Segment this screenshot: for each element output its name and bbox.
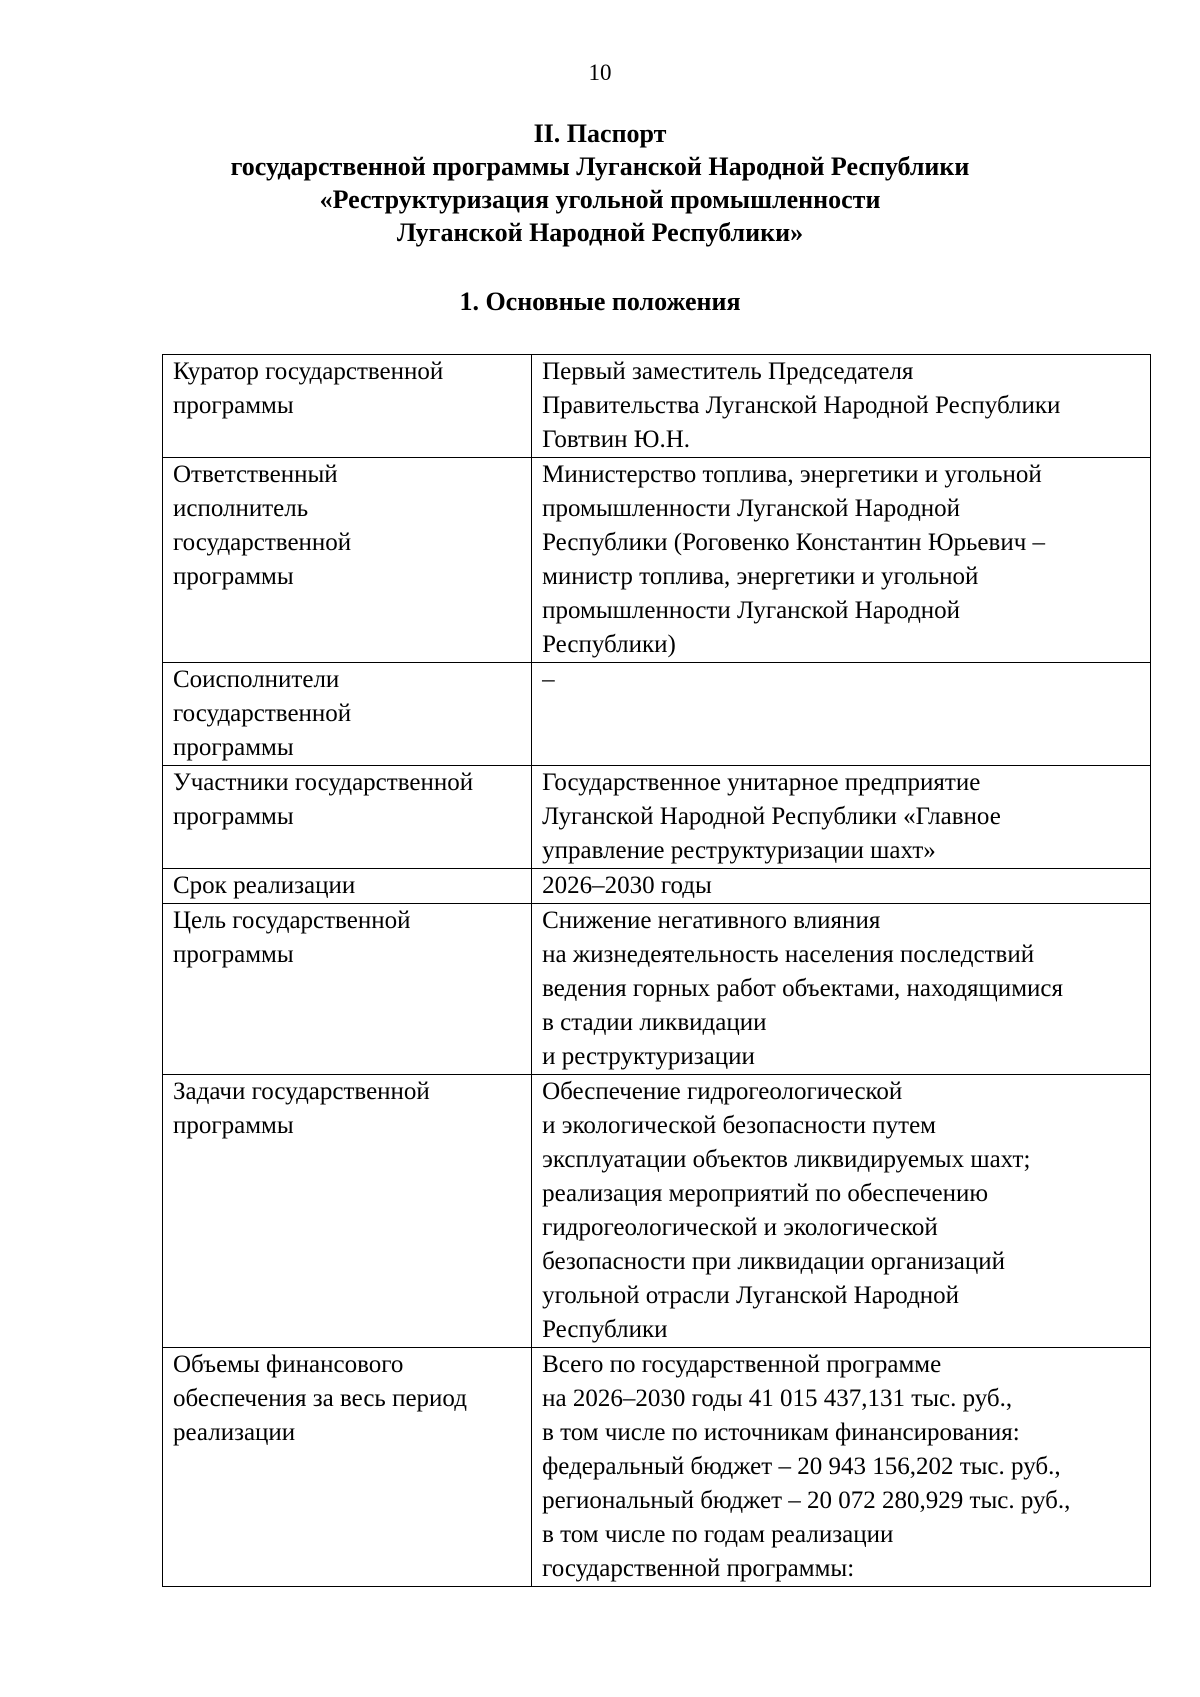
cell-line: Луганской Народной Республики «Главное [542,803,1001,830]
row-label-cell [163,1075,532,1348]
cell-line: министр топлива, энергетики и угольной [542,563,979,590]
table-row [163,1075,1151,1348]
cell-line: Республики) [542,631,676,658]
cell-line: Ответственный [173,461,338,488]
cell-line: программы [173,734,294,761]
cell-line: Республики [542,1316,668,1343]
section-heading: 1. Основные положения [459,287,741,316]
table-row [163,663,1151,766]
cell-line: Срок реализации [173,872,356,899]
row-value-cell [532,663,1151,766]
row-label-cell [163,1348,532,1587]
cell-line: государственной [173,529,352,556]
cell-line: и реструктуризации [542,1043,755,1070]
row-label-cell [163,904,532,1075]
cell-line: промышленности Луганской Народной [542,495,961,522]
cell-line: ведения горных работ объектами, находящимися [542,975,1063,1002]
table-row [163,458,1151,663]
cell-line: Всего по государственной программе [542,1351,942,1378]
cell-line: гидрогеологической и экологической [542,1214,938,1241]
cell-line: в том числе по годам реализации [542,1521,894,1548]
cell-line: Государственное унитарное предприятие [542,769,981,796]
cell-line: реализация мероприятий по обеспечению [542,1180,989,1207]
cell-line: программы [173,1112,294,1139]
cell-line: программы [173,941,294,968]
title-line: «Реструктуризация угольной промышленности [319,185,881,214]
cell-line: Участники государственной [173,769,474,796]
cell-line: на 2026–2030 годы 41 015 437,131 тыс. руб., [542,1385,1013,1412]
row-label-cell [163,355,532,458]
cell-line: промышленности Луганской Народной [542,597,961,624]
passport-title [0,117,1200,249]
cell-line: Первый заместитель Председателя [542,358,914,385]
row-value-cell [532,458,1151,663]
cell-line: управление реструктуризации шахт» [542,837,936,864]
table-row [163,1348,1151,1587]
row-label-cell [163,458,532,663]
row-value-cell [532,766,1151,869]
table-row [163,869,1151,904]
cell-line: Обеспечение гидрогеологической [542,1078,903,1105]
table-row [163,766,1151,869]
cell-line: Министерство топлива, энергетики и угольной [542,461,1042,488]
title-line: II. Паспорт [533,119,667,148]
cell-line: 2026–2030 годы [542,872,712,899]
cell-line: программы [173,392,294,419]
cell-line: государственной [173,700,352,727]
cell-line: Объемы финансового [173,1351,404,1378]
row-label-cell [163,663,532,766]
cell-line: эксплуатации объектов ликвидируемых шахт; [542,1146,1031,1173]
cell-line: региональный бюджет – 20 072 280,929 тыс. руб., [542,1487,1071,1514]
title-line: Луганской Народной Республики» [396,218,804,247]
row-value-cell [532,1348,1151,1587]
cell-line: и экологической безопасности путем [542,1112,936,1139]
cell-line: Правительства Луганской Народной Республики [542,392,1061,419]
row-label-cell [163,869,532,904]
row-value-cell [532,355,1151,458]
cell-line: на жизнедеятельность населения последствий [542,941,1035,968]
cell-line: Республики (Роговенко Константин Юрьевич – [542,529,1046,556]
cell-line: реализации [173,1419,296,1446]
cell-line: Цель государственной [173,907,411,934]
cell-line: Соисполнители [173,666,340,693]
cell-line: Говтвин Ю.Н. [542,426,691,453]
table-row [163,904,1151,1075]
cell-line: в том числе по источникам финансирования: [542,1419,1020,1446]
cell-line: – [542,666,555,693]
cell-line: угольной отрасли Луганской Народной [542,1282,960,1309]
passport-table [162,354,1151,1587]
cell-line: федеральный бюджет – 20 943 156,202 тыс. руб., [542,1453,1061,1480]
row-label-cell [163,766,532,869]
cell-line: Куратор государственной [173,358,444,385]
cell-line: безопасности при ликвидации организаций [542,1248,1005,1275]
table-row [163,355,1151,458]
cell-line: Задачи государственной [173,1078,430,1105]
title-line: государственной программы Луганской Народной Республики [230,152,970,181]
cell-line: программы [173,803,294,830]
cell-line: Снижение негативного влияния [542,907,881,934]
row-value-cell [532,869,1151,904]
row-value-cell [532,1075,1151,1348]
cell-line: обеспечения за весь период [173,1385,467,1412]
cell-line: программы [173,563,294,590]
page-number: 10 [588,60,612,85]
cell-line: в стадии ликвидации [542,1009,767,1036]
row-value-cell [532,904,1151,1075]
cell-line: исполнитель [173,495,309,522]
cell-line: государственной программы: [542,1555,855,1582]
